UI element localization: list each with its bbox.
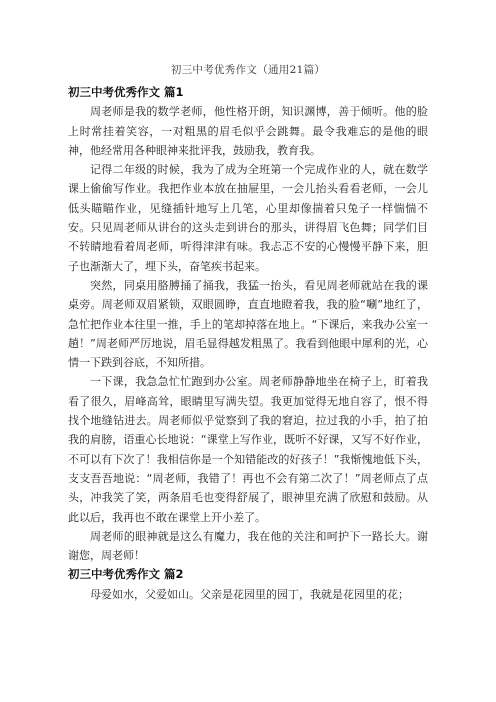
paragraph-1-5: 周老师的眼神就是这么有魔力，我在他的关注和呵护下一路长大。谢谢您，周老师！ (68, 529, 428, 563)
document-body (68, 83, 428, 604)
paragraph-1-1: 周老师是我的数学老师，他性格开朗，知识渊博，善于倾听。他的脸上时常挂着笑容，一对粗黑的眉毛似乎会跳舞。最令我难忘的是他的眼神，他经常用各种眼神来批评我，鼓励我，教育我。 (68, 105, 428, 157)
paragraph-2-1: 母爱如水，父爱如山。父亲是花园里的园丁，我就是花园里的花； (90, 587, 409, 601)
paragraph-1-2: 记得二年级的时候，我为了成为全班第一个完成作业的人，就在数学课上偷偷写作业。我把作业本放在抽屉里，一会儿抬头看看老师，一会儿低头瞄瞄作业，见缝插针地写上几笔，心里却像揣着只兔子一样惴惴不安。只见周老师从讲台的这头走到讲台的那头，讲得眉飞色舞；同学们目不转睛地看着周老师，听得津津有味。我忐忑不安的心慢慢平静下来，胆子也渐渐大了，埋下头，奋笔疾书起来。 (68, 163, 428, 273)
section-heading-1: 初三中考优秀作文 篇1 (68, 85, 184, 99)
paragraph-1-4: 一下课，我急急忙忙跑到办公室。周老师静静地坐在椅子上，盯着我看了很久，眉峰高耸，眼睛里写满失望。我更加觉得无地自容了，恨不得找个地缝钻进去。周老师似乎觉察到了我的窘迫，拉过我的小手，拍了拍我的肩膀，语重心长地说：“课堂上写作业，既听不好课，又写不好作业，不可以有下次了！我相信你是一个知错能改的好孩子！”我惭愧地低下头，支支吾吾地说：“周老师，我错了！再也不会有第二次了！”周老师点了点头，冲我笑了笑，两条眉毛也变得舒展了，眼神里充满了欣慰和鼓励。从此以后，我再也不敢在课堂上开小差了。 (68, 375, 428, 524)
paragraph-1-3: 突然，同桌用胳膊捅了捅我，我猛一抬头，看见周老师就站在我的课桌旁。周老师双眉紧锁，双眼圆睁，直直地瞪着我，我的脸“唰”地红了，急忙把作业本往里一推，手上的笔却掉落在地上。“下课后，来我办公室一趟！”周老师严厉地说，眉毛显得越发粗黑了。我看到他眼中犀利的光，心情一下跌到谷底，不知所措。 (68, 278, 428, 370)
section-heading-2: 初三中考优秀作文 篇2 (68, 567, 184, 582)
document-title: 初三中考优秀作文（通用21篇） (170, 64, 326, 76)
